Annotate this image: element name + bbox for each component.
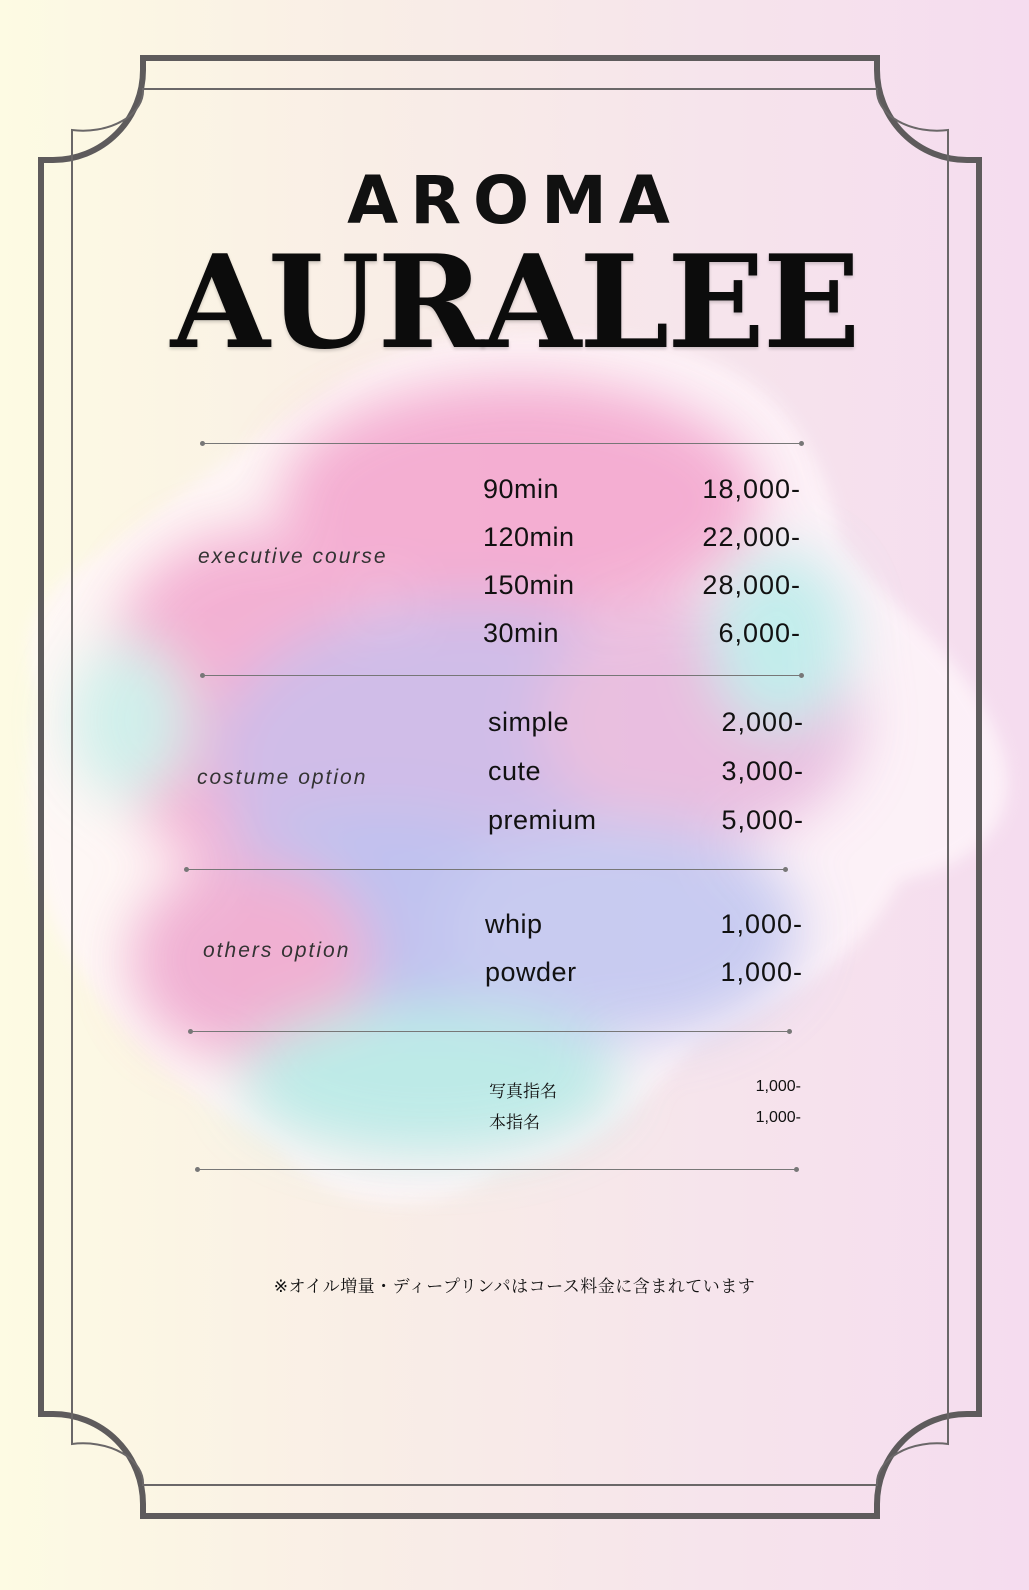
menu-item-price: 18,000- [702, 474, 801, 504]
menu-item-price: 2,000- [721, 707, 804, 737]
footer-note: ※オイル増量・ディープリンパはコース料金に含まれています [273, 1277, 756, 1296]
menu-item-price: 3,000- [721, 756, 804, 786]
menu-item-price: 22,000- [702, 522, 801, 552]
menu-item-name: whip [485, 909, 543, 939]
menu-item-price: 6,000- [718, 618, 801, 648]
section-label-executive-course: executive course [198, 545, 388, 568]
menu-item-name: simple [488, 707, 570, 737]
menu-item-price: 28,000- [702, 570, 801, 600]
menu-item-name: 30min [483, 618, 560, 648]
menu-item-name: premium [488, 805, 597, 835]
menu-item-price: 1,000- [720, 957, 803, 987]
brand-title-auralee: AURALEE [170, 228, 859, 378]
nomination-price: 1,000- [755, 1078, 801, 1095]
brand-title-aroma: AROMA [347, 162, 682, 239]
menu-item-name: 150min [483, 570, 575, 600]
nomination-name: 本指名 [489, 1113, 540, 1132]
menu-item-name: powder [485, 957, 577, 987]
divider-3 [186, 869, 786, 870]
divider-5 [197, 1169, 797, 1170]
menu-item-price: 1,000- [720, 909, 803, 939]
menu-item-name: 120min [483, 522, 575, 552]
divider-2 [202, 675, 802, 676]
menu-item-name: cute [488, 756, 542, 786]
nomination-name: 写真指名 [489, 1082, 557, 1101]
section-label-costume-option: costume option [197, 766, 368, 789]
section-label-others-option: others option [203, 939, 351, 962]
divider-1 [202, 443, 802, 444]
divider-4 [190, 1031, 790, 1032]
nomination-price: 1,000- [755, 1109, 801, 1126]
menu-item-name: 90min [483, 474, 560, 504]
menu-item-price: 5,000- [721, 805, 804, 835]
